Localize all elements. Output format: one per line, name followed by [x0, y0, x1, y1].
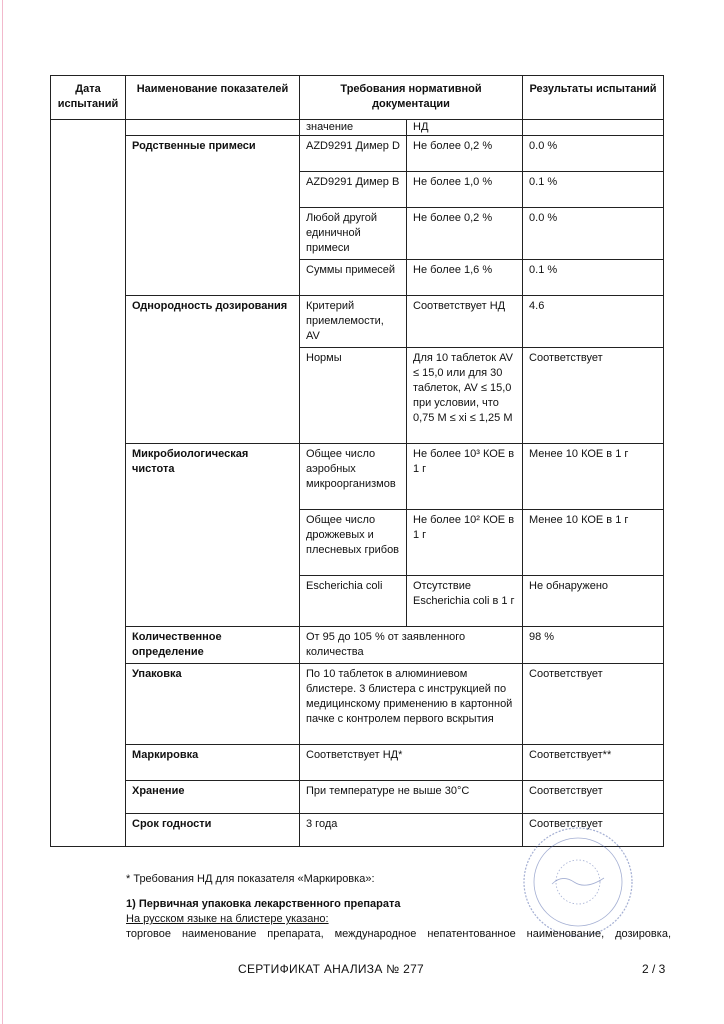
req-value: AZD9291 Димер D	[300, 136, 407, 172]
param-related-impurities: Родственные примеси	[126, 136, 300, 296]
req-nd: Не более 1,0 %	[407, 172, 523, 208]
date-cell	[51, 120, 126, 847]
table-header-row	[51, 76, 664, 120]
result-value: 98 %	[523, 627, 664, 664]
result-value: Не обнаружено	[523, 576, 664, 627]
req-nd: Соответствует НД	[407, 296, 523, 348]
req-value: Общее число дрожжевых и плесневых грибов	[300, 510, 407, 576]
header-results: Результаты испытаний	[523, 76, 664, 120]
footnote-labeling: * Требования НД для показателя «Маркировка»:	[126, 873, 375, 885]
header-param: Наименование показателей	[126, 76, 300, 120]
req-nd: Не более 0,2 %	[407, 136, 523, 172]
param-labeling: Маркировка	[126, 745, 300, 781]
req-merged: 3 года	[300, 814, 523, 847]
param-assay: Количественное определение	[126, 627, 300, 664]
req-value: Нормы	[300, 348, 407, 444]
req-nd: Для 10 таблеток AV ≤ 15,0 или для 30 таблеток, AV ≤ 15,0 при условии, что 0,75 M ≤ xi ≤ 1,25 M	[407, 348, 523, 444]
req-nd: Не более 1,6 %	[407, 260, 523, 296]
param-storage: Хранение	[126, 781, 300, 814]
header-requirements: Требования нормативной документации	[300, 76, 523, 120]
table-row	[51, 444, 664, 510]
result-value: Менее 10 КОЕ в 1 г	[523, 510, 664, 576]
result-value: 0.0 %	[523, 136, 664, 172]
result-value: 0.1 %	[523, 260, 664, 296]
notes-section	[126, 872, 671, 942]
page-edge-line	[2, 0, 3, 1024]
result-value: Соответствует	[523, 814, 664, 847]
result-value: 0.0 %	[523, 208, 664, 260]
subheader-nd: НД	[407, 120, 523, 136]
req-merged: Соответствует НД*	[300, 745, 523, 781]
header-date: Дата испытаний	[51, 76, 126, 120]
table-row	[51, 136, 664, 172]
req-value: AZD9291 Димер B	[300, 172, 407, 208]
page-number: 2 / 3	[642, 962, 666, 976]
req-nd: Не более 10³ КОЕ в 1 г	[407, 444, 523, 510]
result-value: Соответствует	[523, 664, 664, 745]
req-merged: По 10 таблеток в алюминиевом блистере. 3 блистера с инструкцией по медицинскому применению в картонной пачке с контролем первого вскрытия	[300, 664, 523, 745]
req-value: Любой другой единичной примеси	[300, 208, 407, 260]
req-value: Escherichia coli	[300, 576, 407, 627]
subheader-empty	[126, 120, 300, 136]
results-table	[50, 75, 664, 847]
result-value: Соответствует	[523, 781, 664, 814]
result-value: 4.6	[523, 296, 664, 348]
blister-text-heading: На русском языке на блистере указано:	[126, 913, 329, 925]
result-value: Соответствует**	[523, 745, 664, 781]
primary-packaging-heading: 1) Первичная упаковка лекарственного препарата	[126, 898, 401, 910]
table-row	[51, 745, 664, 781]
req-nd: Не более 10² КОЕ в 1 г	[407, 510, 523, 576]
table-row	[51, 627, 664, 664]
blister-text-body: торговое наименование препарата, международное непатентованное наименование, дозировка,	[126, 928, 671, 940]
result-value: Менее 10 КОЕ в 1 г	[523, 444, 664, 510]
req-merged: При температуре не выше 30°С	[300, 781, 523, 814]
req-value: Критерий приемлемости, AV	[300, 296, 407, 348]
certificate-title: СЕРТИФИКАТ АНАЛИЗА № 277	[238, 962, 425, 976]
subheader-empty-result	[523, 120, 664, 136]
table-row	[51, 664, 664, 745]
table-row	[51, 781, 664, 814]
req-merged: От 95 до 105 % от заявленного количества	[300, 627, 523, 664]
param-microbiological-purity: Микробиологическая чистота	[126, 444, 300, 627]
req-value: Общее число аэробных микроорганизмов	[300, 444, 407, 510]
subheader-value: значение	[300, 120, 407, 136]
param-dosage-uniformity: Однородность дозирования	[126, 296, 300, 444]
table-row	[51, 296, 664, 348]
result-value: 0.1 %	[523, 172, 664, 208]
req-value: Суммы примесей	[300, 260, 407, 296]
param-shelf-life: Срок годности	[126, 814, 300, 847]
table-subheader-row	[51, 120, 664, 136]
param-packaging: Упаковка	[126, 664, 300, 745]
req-nd: Не более 0,2 %	[407, 208, 523, 260]
result-value: Соответствует	[523, 348, 664, 444]
req-nd: Отсутствие Escherichia coli в 1 г	[407, 576, 523, 627]
